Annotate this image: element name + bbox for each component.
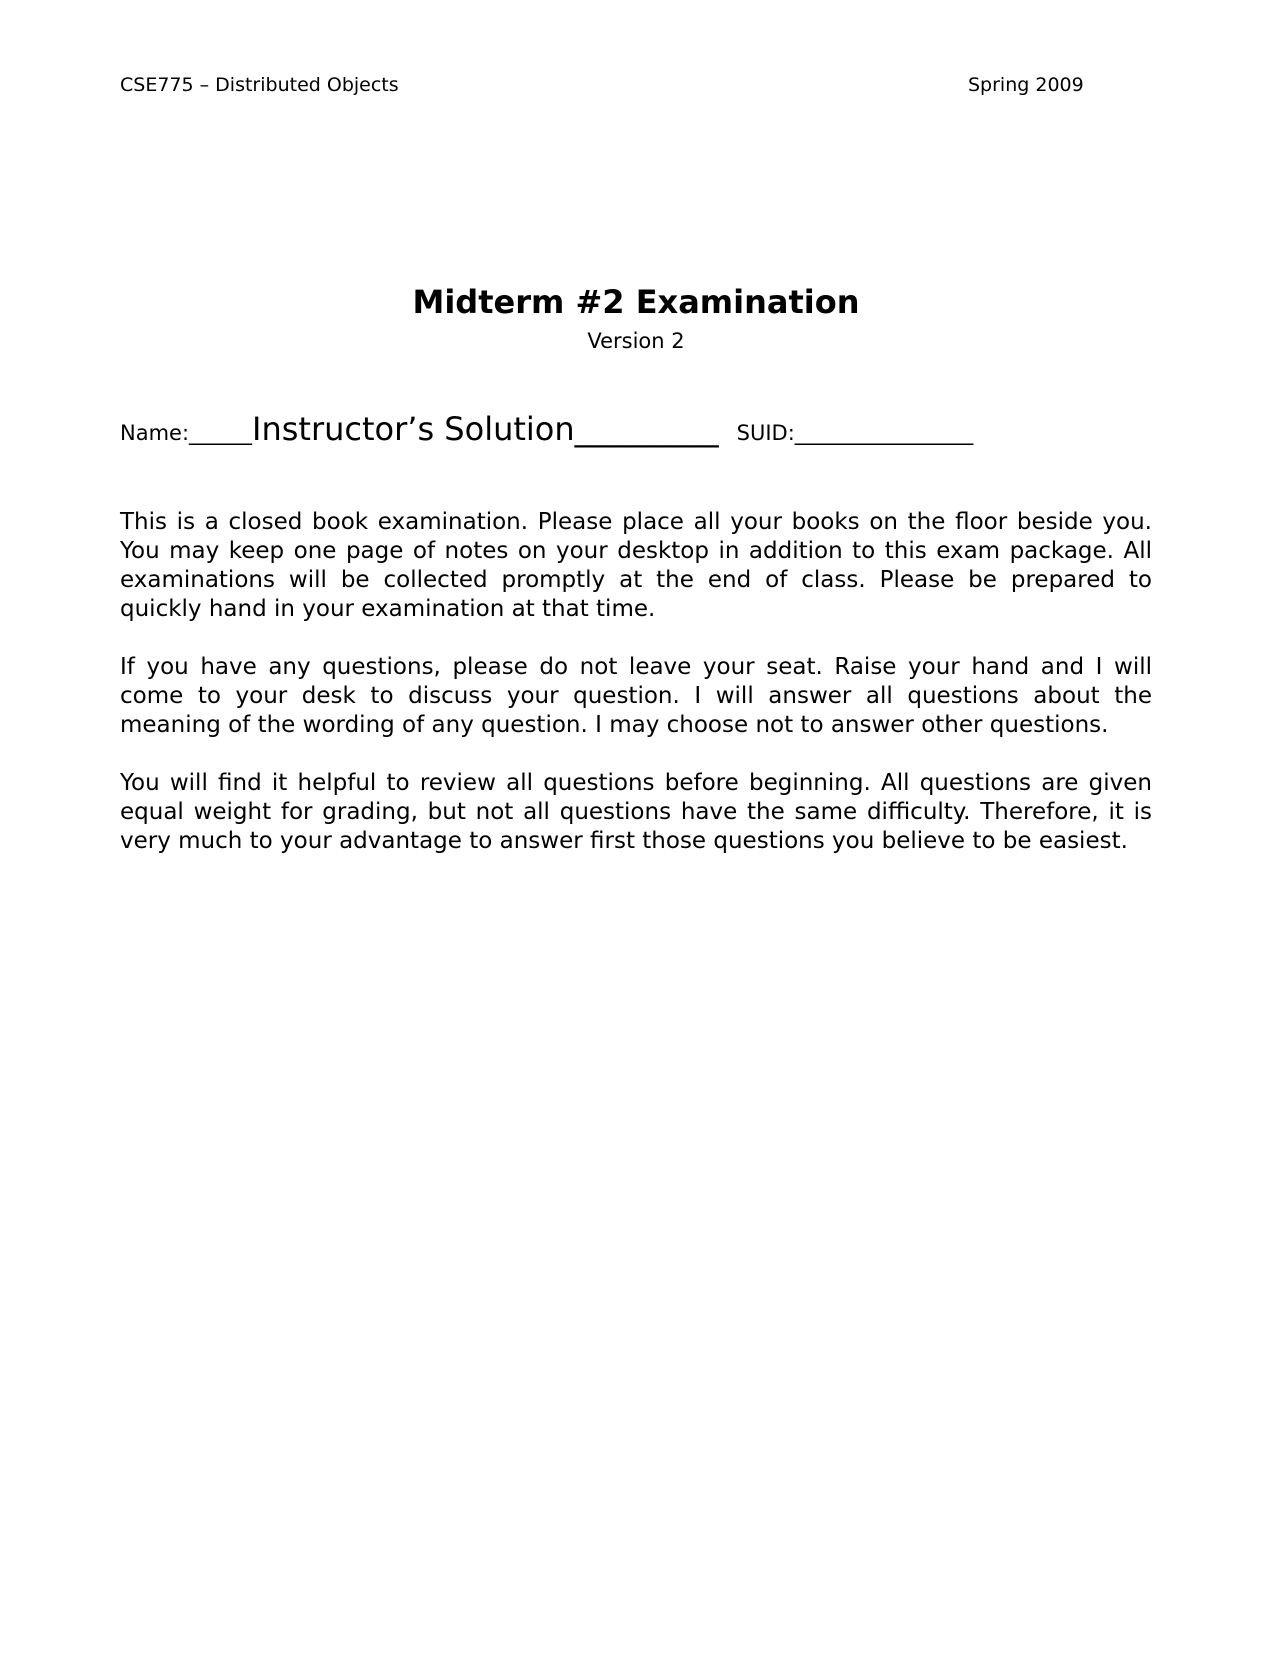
name-value: Instructor’s Solution: [252, 410, 575, 448]
name-suid-line: [120, 410, 973, 448]
name-label: Name:______: [120, 421, 253, 445]
suid-label: SUID:_________________: [736, 421, 974, 445]
name-trailing-underline: _________: [574, 410, 719, 448]
term: Spring 2009: [968, 74, 1084, 96]
instruction-paragraph-2: If you have any questions, please do not leave your seat. Raise your hand and I will come to your desk to discuss your question. I will answer all questions about the meaning of the wording of any question. I may choose not to answer other questions.: [120, 654, 1152, 738]
instruction-paragraph-1: This is a closed book examination. Please place all your books on the floor beside you. You may keep one page of notes on your desktop in addition to this exam package. All examinations will be collected promptly at the end of class. Please be prepared to quickly hand in your examination at that time.: [120, 509, 1152, 622]
exam-version: Version 2: [587, 329, 685, 353]
course-name: CSE775 – Distributed Objects: [120, 74, 399, 96]
instructions: [120, 508, 1152, 885]
exam-title: Midterm #2 Examination: [412, 283, 860, 321]
instruction-paragraph-3: You will find it helpful to review all questions before beginning. All questions are given equal weight for grading, but not all questions have the same difficulty. Therefore, it is very much to your advantage to answer first those questions you believe to be easiest.: [120, 770, 1152, 854]
